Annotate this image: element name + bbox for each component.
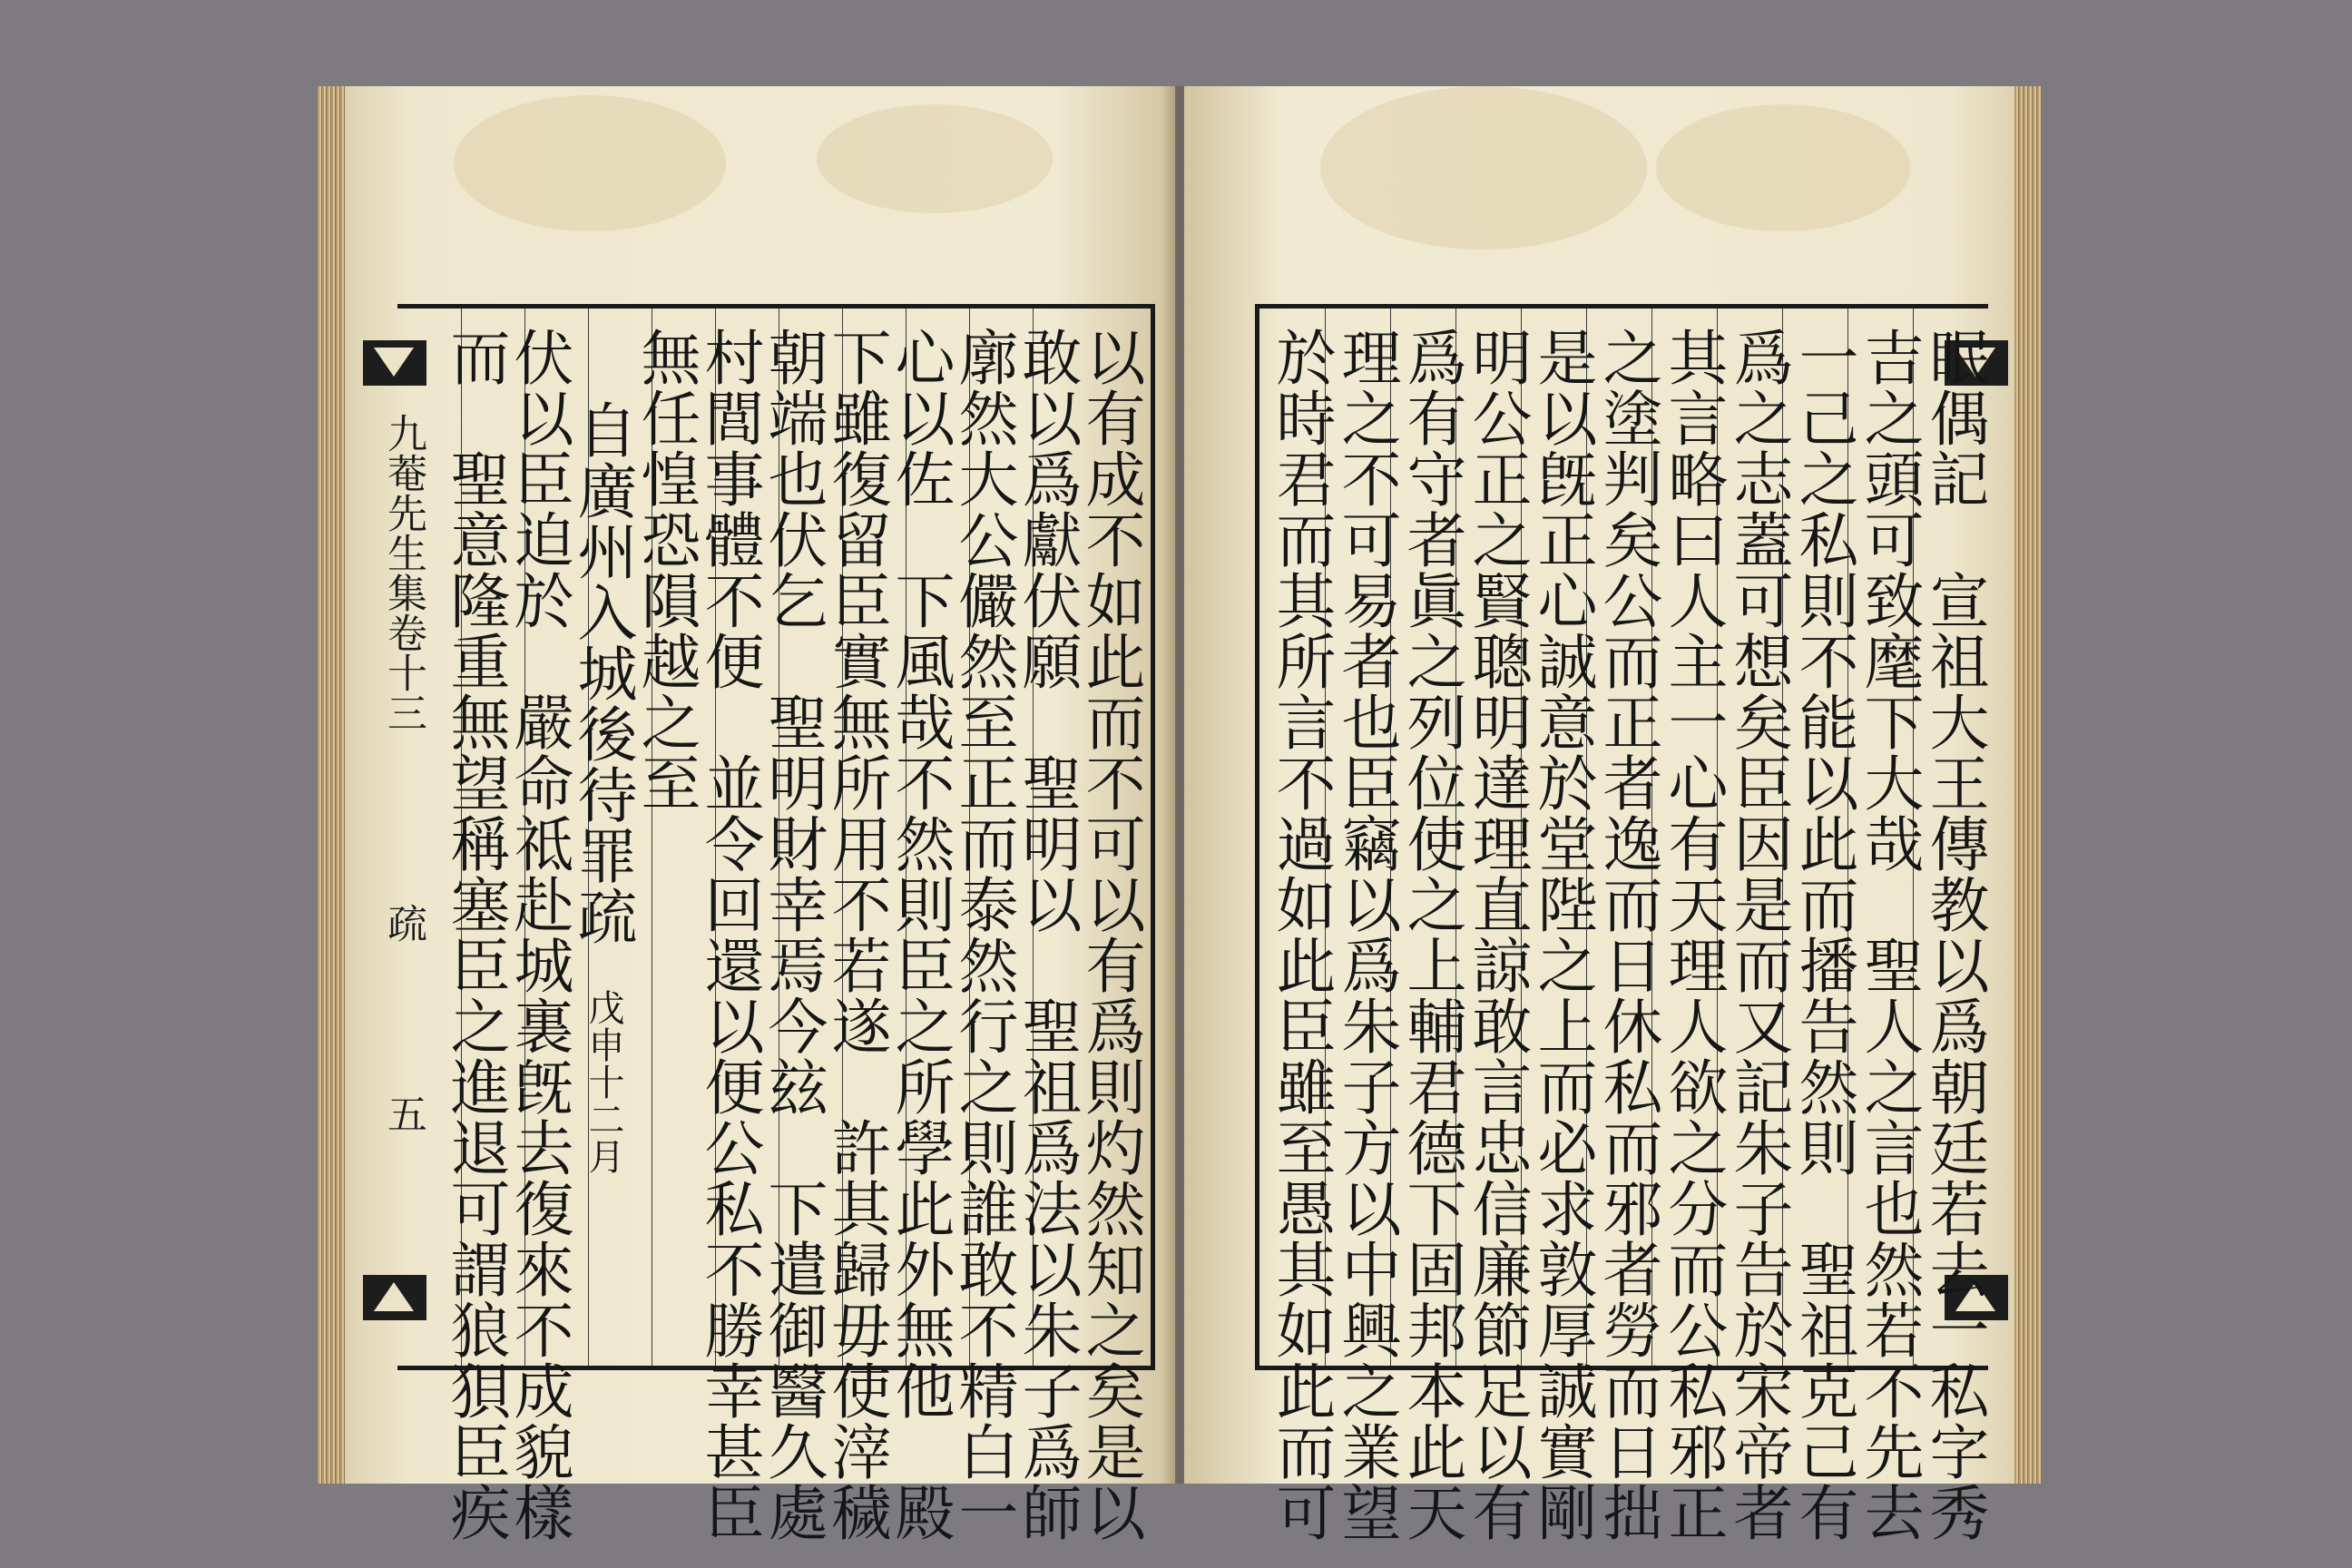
fold-title: 九菴先生集卷十三	[380, 413, 426, 732]
text-column: 心以佐 下風哉不然則臣之所學此外無他 殿	[885, 327, 955, 1543]
text-column: 是以旣正心誠意於堂陛之上而必求敦厚誠實剛	[1527, 327, 1597, 1543]
water-stain	[817, 104, 1053, 213]
text-column: 明公正之賢聰明達理直諒敢言忠信廉節足以有	[1462, 327, 1532, 1543]
text-column: 眠偶記 宣祖大王傳教以爲朝廷若去一私字秀	[1919, 327, 1989, 1543]
text-column: 下雖復留臣實無所用不若遂 許其歸毋使滓穢	[821, 327, 891, 1543]
text-column: 朝端也伏乞 聖明財幸焉今玆 下遣御醫久處	[758, 327, 828, 1543]
text-column: 村閭事體不便 並令回還以便公私不勝幸甚臣	[694, 327, 764, 1543]
text-column: 之塗判矣公而正者逸而日休私而邪者勞而日拙	[1592, 327, 1662, 1543]
text-column: 理之不可易者也臣竊以爲朱子方以中興之業望	[1331, 327, 1401, 1543]
text-column: 吉之頭可致麾下大哉 聖人之言也然若不先去	[1854, 327, 1924, 1543]
text-column: 爲有守者眞之列位使之上輔君德下固邦本此天	[1396, 327, 1466, 1543]
fold-section: 疏	[380, 903, 426, 943]
left-text-block	[397, 304, 1155, 1543]
open-book	[318, 86, 2042, 1543]
text-column: 於時君而其所言不過如此臣雖至愚其如此而可	[1266, 327, 1336, 1543]
text-column: 一己之私則不能以此而播告然則 聖祖克己有	[1788, 327, 1858, 1543]
date-note: 戊申十二月	[583, 989, 624, 1175]
water-stain	[454, 95, 726, 231]
document-heading: 自廣州入城後待罪疏	[567, 399, 637, 946]
water-stain	[1656, 104, 1910, 231]
water-stain	[1320, 86, 1647, 250]
text-column: 無任惶恐隕越之至	[631, 327, 701, 813]
left-page	[345, 86, 1175, 1543]
text-column: 爲之志蓋可想矣臣因是而又記朱子告於宋帝者	[1723, 327, 1793, 1543]
text-column: 其言略曰人主一心有天理人欲之分而公私邪正	[1658, 327, 1728, 1543]
right-text-block	[1255, 304, 1989, 1543]
text-column: 伏以臣迫於 嚴命祗赴城裏旣去復來不成貌樣	[504, 327, 573, 1543]
fold-page-number: 五	[380, 1093, 426, 1133]
text-column: 敢以爲獻伏願 聖明以 聖祖爲法以朱子爲師	[1012, 327, 1082, 1543]
text-column: 而 聖意隆重無望稱塞臣之進退可謂狼狽臣疾	[440, 327, 510, 1543]
text-column: 廓然大公儼然至正而泰然行之則誰敢不精白一	[948, 327, 1018, 1543]
text-column: 以有成不如此而不可以有爲則灼然知之矣是以	[1075, 327, 1145, 1543]
